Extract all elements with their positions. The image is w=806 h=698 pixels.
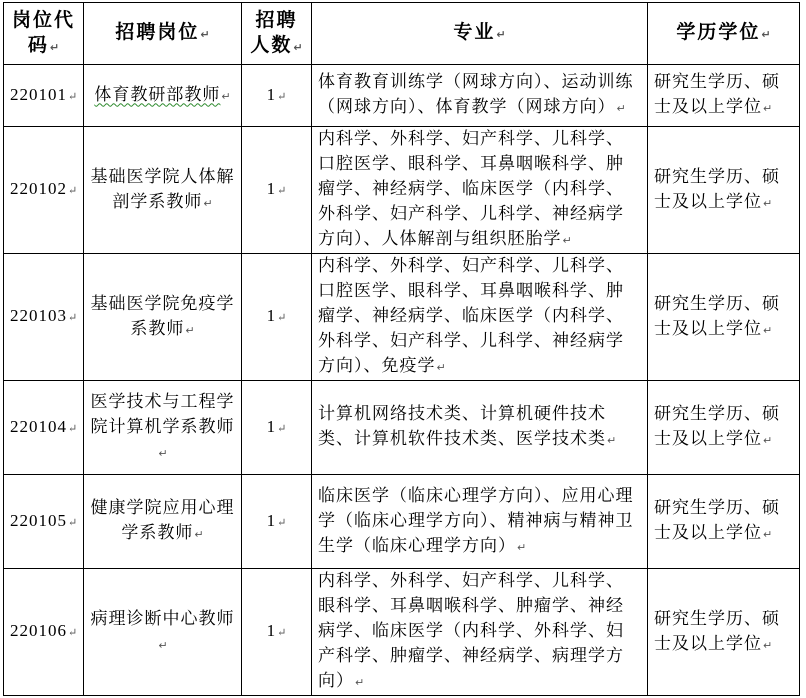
cell-code: 220102↵: [4, 127, 84, 254]
cell-major: 内科学、外科学、妇产科学、儿科学、口腔医学、眼科学、耳鼻咽喉科学、肿瘤学、神经病学、临床医学（内科学、外科学、妇产科学、儿科学、神经病学方向）、人体解剖与组织胚胎学↵: [312, 127, 648, 254]
table-row: [4, 569, 800, 696]
header-education: 学历学位↵: [648, 3, 800, 65]
cell-major: 体育教育训练学（网球方向）、运动训练（网球方向）、体育教学（网球方向）↵: [312, 65, 648, 127]
header-count: 招聘人数↵: [242, 3, 312, 65]
cell-major: 内科学、外科学、妇产科学、儿科学、眼科学、耳鼻咽喉科学、肿瘤学、神经病学、临床医学（内科学、外科学、妇产科学、肿瘤学、神经病学、病理学方向）↵: [312, 569, 648, 696]
cell-position: 体育教研部教师↵: [84, 65, 242, 127]
cell-education: 研究生学历、硕士及以上学位↵: [648, 254, 800, 381]
header-row: [4, 3, 800, 65]
table-row: [4, 127, 800, 254]
cell-position: 基础医学院免疫学系教师↵: [84, 254, 242, 381]
cell-count: 1↵: [242, 475, 312, 569]
cell-count: 1↵: [242, 254, 312, 381]
table-row: [4, 254, 800, 381]
cell-count: 1↵: [242, 569, 312, 696]
recruitment-table: [3, 2, 800, 696]
cell-code: 220103↵: [4, 254, 84, 381]
cell-count: 1↵: [242, 381, 312, 475]
header-major: 专业↵: [312, 3, 648, 65]
cell-position: 基础医学院人体解剖学系教师↵: [84, 127, 242, 254]
cell-position: 医学技术与工程学院计算机学系教师↵: [84, 381, 242, 475]
cell-major: 内科学、外科学、妇产科学、儿科学、口腔医学、眼科学、耳鼻咽喉科学、肿瘤学、神经病学、临床医学（内科学、外科学、妇产科学、儿科学、神经病学方向）、免疫学↵: [312, 254, 648, 381]
header-position: 招聘岗位↵: [84, 3, 242, 65]
cell-education: 研究生学历、硕士及以上学位↵: [648, 569, 800, 696]
cell-count: 1↵: [242, 65, 312, 127]
cell-position: 健康学院应用心理学系教师↵: [84, 475, 242, 569]
cell-major: 临床医学（临床心理学方向）、应用心理学（临床心理学方向）、精神病与精神卫生学（临床心理学方向）↵: [312, 475, 648, 569]
cell-major: 计算机网络技术类、计算机硬件技术类、计算机软件技术类、医学技术类↵: [312, 381, 648, 475]
table-row: [4, 475, 800, 569]
cell-education: 研究生学历、硕士及以上学位↵: [648, 475, 800, 569]
cell-code: 220101↵: [4, 65, 84, 127]
cell-education: 研究生学历、硕士及以上学位↵: [648, 65, 800, 127]
header-code: 岗位代码↵: [4, 3, 84, 65]
cell-code: 220105↵: [4, 475, 84, 569]
table-row: [4, 65, 800, 127]
cell-education: 研究生学历、硕士及以上学位↵: [648, 381, 800, 475]
cell-education: 研究生学历、硕士及以上学位↵: [648, 127, 800, 254]
table-row: [4, 381, 800, 475]
cell-code: 220104↵: [4, 381, 84, 475]
cell-position: 病理诊断中心教师↵: [84, 569, 242, 696]
cell-count: 1↵: [242, 127, 312, 254]
cell-code: 220106↵: [4, 569, 84, 696]
